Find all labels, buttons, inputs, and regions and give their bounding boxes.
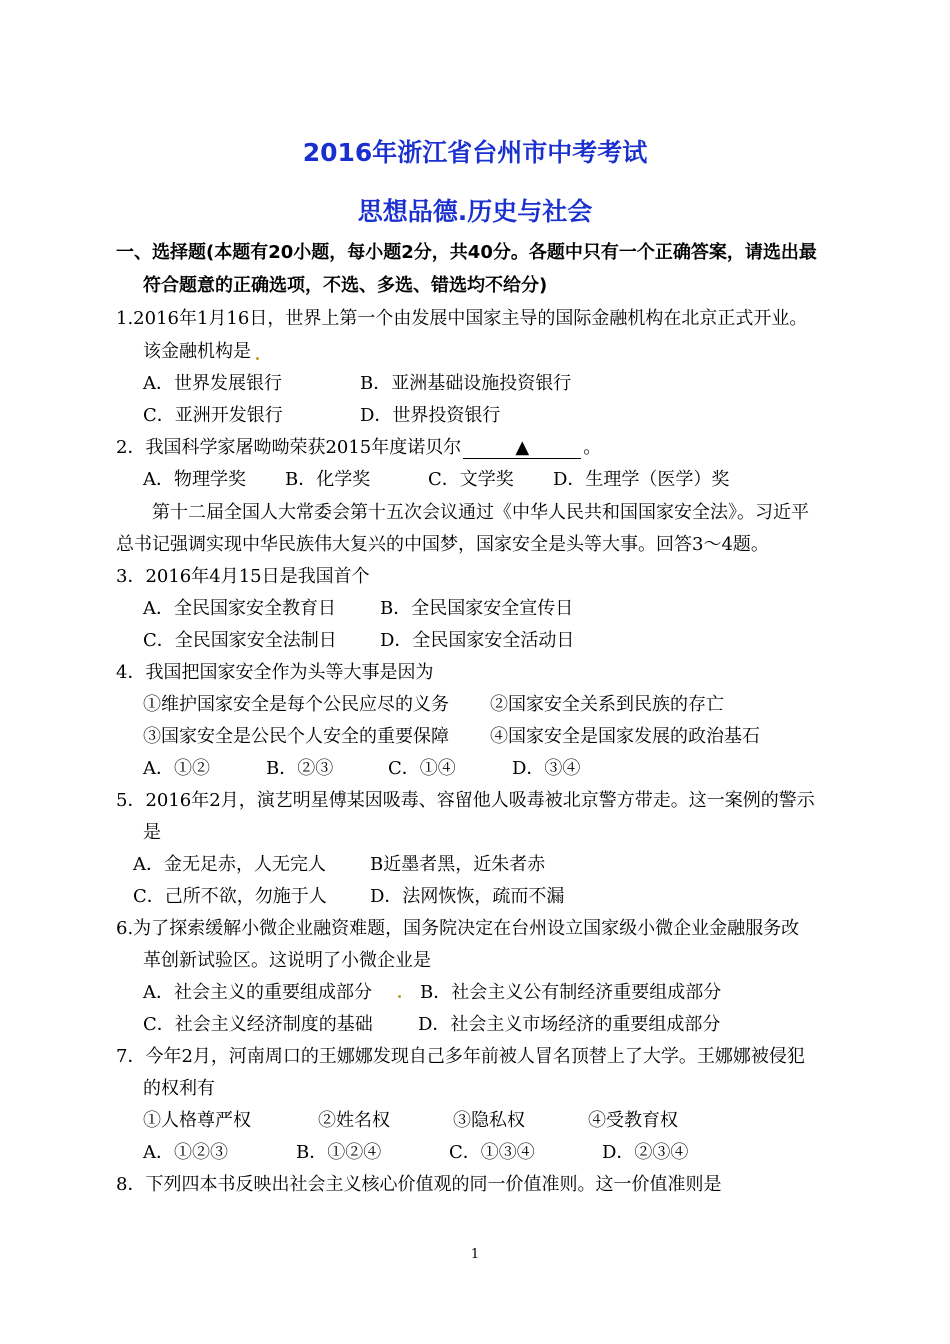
q7-option-b: B．①②④ [296,1142,382,1163]
section-heading: 一、选择题(本题有20小题，每小题2分，共40分。各题中只有一个正确答案，请选出最 [116,242,817,263]
passage-line-1: 第十二届全国人大常委会第十五次会议通过《中华人民共和国国家安全法》。习近平 [152,502,809,523]
q7-statement-2: ②姓名权 [318,1110,390,1131]
q5-stem-cont: 是 [143,822,161,843]
q4-option-d: D．③④ [512,758,581,779]
q7-statement-4: ④受教育权 [588,1110,678,1131]
q7-statement-1: ①人格尊严权 [143,1110,251,1131]
q6-stem: 6.为了探索缓解小微企业融资难题，国务院决定在台州设立国家级小微企业金融服务改 [116,918,800,939]
q1-option-a: A．世界发展银行 [143,373,282,394]
q4-statement-3: ③国家安全是公民个人安全的重要保障 [143,726,449,747]
speck [256,357,259,360]
q2-stem-text: 2．我国科学家屠呦呦荣获2015年度诺贝尔 [116,437,462,458]
q2-option-d: D．生理学（医学）奖 [553,469,730,490]
q4-stem: 4．我国把国家安全作为头等大事是因为 [116,662,434,683]
q6-option-c: C．社会主义经济制度的基础 [143,1014,373,1035]
exam-title: 2016年浙江省台州市中考考试 [302,138,648,167]
q1-stem: 1.2016年1月16日，世界上第一个由发展中国家主导的国际金融机构在北京正式开业。 [116,308,808,329]
q5-option-c: C．己所不欲，勿施于人 [133,886,327,907]
q7-option-a: A．①②③ [143,1142,228,1163]
section-heading-cont: 符合题意的正确选项，不选、多选、错选均不给分) [143,275,548,296]
q6-stem-cont: 革创新试验区。这说明了小微企业是 [143,950,431,971]
passage-line-2: 总书记强调实现中华民族伟大复兴的中国梦，国家安全是头等大事。回答3～4题。 [116,534,769,555]
q5-option-b: B近墨者黑，近朱者赤 [370,854,546,875]
q5-option-d: D．法网恢恢，疏而不漏 [370,886,565,907]
q6-option-b: B．社会主义公有制经济重要组成部分 [420,982,722,1003]
q4-option-c: C．①④ [388,758,456,779]
q7-option-d: D．②③④ [602,1142,689,1163]
q5-option-a: A．金无足赤，人无完人 [133,854,326,875]
q1-option-b: B．亚洲基础设施投资银行 [360,373,572,394]
exam-subtitle: 思想品德.历史与社会 [357,197,593,226]
q3-option-b: B．全民国家安全宣传日 [380,598,574,619]
q4-option-a: A．①② [143,758,210,779]
page-number: 1 [470,1247,480,1262]
q1-option-c: C．亚洲开发银行 [143,405,283,426]
q7-statement-3: ③隐私权 [453,1110,525,1131]
q3-option-c: C．全民国家安全法制日 [143,630,337,651]
q7-stem: 7．今年2月，河南周口的王娜娜发现自己多年前被人冒名顶替上了大学。王娜娜被侵犯 [116,1046,805,1067]
q6-option-a: A．社会主义的重要组成部分 [143,982,372,1003]
q2-stem-end: 。 [583,437,602,458]
q6-option-d: D．社会主义市场经济的重要组成部分 [418,1014,721,1035]
q2-stem [116,435,601,461]
q4-option-b: B．②③ [266,758,334,779]
q2-option-c: C．文学奖 [428,469,514,490]
q7-option-c: C．①③④ [449,1142,535,1163]
q3-option-d: D．全民国家安全活动日 [380,630,575,651]
q3-option-a: A．全民国家安全教育日 [143,598,336,619]
q1-stem-cont: 该金融机构是 [143,341,251,362]
q4-statement-4: ④国家安全是国家发展的政治基石 [490,726,760,747]
q3-stem: 3．2016年4月15日是我国首个 [116,566,370,587]
q2-option-b: B．化学奖 [285,469,371,490]
q2-option-a: A．物理学奖 [143,469,246,490]
q4-statement-1: ①维护国家安全是每个公民应尽的义务 [143,694,449,715]
speck [398,995,401,998]
q7-stem-cont: 的权利有 [143,1078,215,1099]
q1-option-d: D．世界投资银行 [360,405,501,426]
q4-statement-2: ②国家安全关系到民族的存亡 [490,694,724,715]
q5-stem: 5．2016年2月，演艺明星傅某因吸毒、容留他人吸毒被北京警方带走。这一案例的警示 [116,790,815,811]
q8-stem: 8．下列四本书反映出社会主义核心价值观的同一价值准则。这一价值准则是 [116,1174,722,1195]
answer-blank: ▲ [463,438,581,459]
